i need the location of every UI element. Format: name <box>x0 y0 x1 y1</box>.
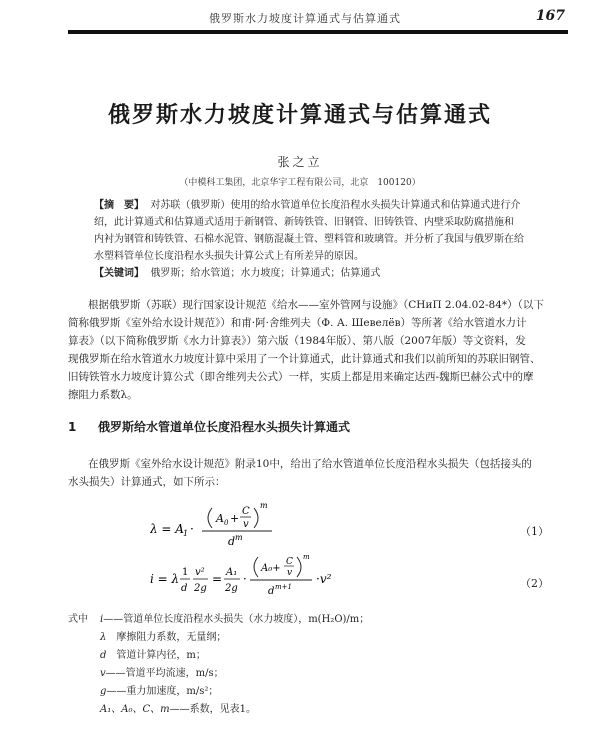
author: 张之立 <box>277 155 323 169</box>
svg-text:v: v <box>243 519 249 530</box>
running-title: 俄罗斯水力坡度计算通式与估算通式 <box>209 12 401 25</box>
symbol-definition: ——系数，见表1。 <box>169 704 256 715</box>
symbol: g <box>100 686 107 697</box>
header-rule <box>68 30 568 34</box>
svg-text:m: m <box>303 553 310 561</box>
svg-text:·: · <box>243 572 247 586</box>
abstract-label: 【摘 要】 <box>94 200 144 211</box>
intro-line-2: 简称俄罗斯《室外给水设计规范》）和甫·阿·舍维列夫（Ф. А. Шевелёв）等所著《给水管道水力计 <box>68 317 527 329</box>
svg-text:d: d <box>268 586 275 597</box>
svg-text:A: A <box>216 512 224 525</box>
symbol: A₁、A₀、C、m <box>100 704 170 715</box>
svg-text:v²: v² <box>195 567 205 578</box>
svg-text:λ = A: λ = A <box>150 522 184 536</box>
symbol-row <box>100 664 224 679</box>
svg-text:A₀+: A₀+ <box>261 563 281 574</box>
symbol-definition: 摩擦阻力系数，无量纲； <box>106 632 227 643</box>
svg-text:2g: 2g <box>225 583 238 594</box>
symbol-row <box>100 700 256 715</box>
intro-line-1: 根据俄罗斯（苏联）现行国家设计规范《给水——室外管网与设施》（СНиП 2.04.02-84*）（以下 <box>88 299 544 311</box>
symbol-definition: ——重力加速度，m/s²； <box>106 686 219 697</box>
symbol-definition: 管道计算内径，m； <box>106 650 206 661</box>
symbol-definition: ——管道平均流速，m/s； <box>105 668 224 679</box>
symbol: v <box>100 668 106 679</box>
keywords-label: 【关键词】 <box>94 268 144 279</box>
section-line-2: 水头损失）计算通式，如下所示： <box>68 476 226 488</box>
symbol-row <box>100 628 226 643</box>
equation-2-number: （2） <box>520 577 549 590</box>
abstract-text: 对苏联（俄罗斯）使用的给水管道单位长度沿程水头损失计算通式和估算通式进行介 <box>150 200 521 211</box>
equation-2 <box>150 553 380 609</box>
symbol-row <box>100 646 206 661</box>
abstract-line-1 <box>94 196 520 211</box>
section-number: 1 <box>68 420 77 434</box>
abstract-line-4: 水塑料管单位长度沿程水头损失计算公式上有所差异的原因。 <box>94 251 364 262</box>
svg-text:C: C <box>242 506 250 517</box>
svg-text:=: = <box>212 572 223 586</box>
symbol-row <box>100 682 218 697</box>
svg-text:A₁: A₁ <box>226 567 238 578</box>
svg-text:m: m <box>235 533 243 542</box>
svg-text:·: · <box>190 522 194 536</box>
keywords-line <box>94 264 380 279</box>
symbol-definition: ——管道单位长度沿程水头损失（水力坡度），m(H₂O)/m； <box>103 614 370 625</box>
equation-1-number: （1） <box>520 525 549 538</box>
svg-text:i = λ: i = λ <box>150 572 180 586</box>
article-title: 俄罗斯水力坡度计算通式与估算通式 <box>107 102 492 128</box>
intro-line-5: 旧铸铁管水力坡度计算公式（即舍维列夫公式）一样，实质上都是用来确定达西-魏斯巴赫公式中的摩 <box>68 371 534 383</box>
svg-text:·v²: ·v² <box>316 572 332 586</box>
symbol: i <box>100 614 104 625</box>
svg-text:0: 0 <box>224 519 229 527</box>
svg-text:1: 1 <box>183 529 189 538</box>
svg-text:d: d <box>181 583 188 594</box>
symbol: d <box>100 650 107 661</box>
symbol: λ <box>100 632 107 643</box>
equation-1-formula <box>150 500 350 558</box>
svg-text:+: + <box>230 512 240 525</box>
svg-text:1: 1 <box>182 567 189 578</box>
abstract-line-2: 绍，此计算通式和估算通式适用于新钢管、新铸铁管、旧钢管、旧铸铁管、内壁采取防腐措施和 <box>94 217 514 228</box>
page-number: 167 <box>535 8 565 24</box>
intro-line-4: 现俄罗斯在给水管道水力坡度计算中采用了一个计算通式，此计算通式和我们以前所知的苏联旧钢管、 <box>68 353 541 365</box>
svg-text:m+1: m+1 <box>275 583 292 591</box>
keywords: 俄罗斯；给水管道；水力坡度；计算通式；估算通式 <box>150 268 381 279</box>
intro-line-6: 擦阻力系数λ。 <box>68 389 138 401</box>
svg-text:C: C <box>286 557 293 567</box>
section-line-1: 在俄罗斯《室外给水设计规范》附录10中，给出了给水管道单位长度沿程水头损失（包括接头的 <box>88 458 532 470</box>
affiliation: （中模科工集团，北京华宇工程有限公司，北京 100120） <box>179 178 421 188</box>
intro-line-3: 算表》（以下简称俄罗斯《水力计算表》）第六版（1984年版）、第八版（2007年版）等文资料，发 <box>68 335 526 347</box>
symbol-row <box>100 610 369 625</box>
symbols-intro: 式中 <box>68 614 88 625</box>
abstract-line-3: 内衬为钢管和铸铁管、石棉水泥管、钢筋混凝土管、塑料管和玻璃管。并分析了我国与俄罗斯在给 <box>94 234 524 245</box>
equation-2-formula <box>150 553 380 605</box>
section-heading <box>68 418 350 435</box>
svg-text:d: d <box>228 535 236 548</box>
svg-text:v: v <box>287 568 293 578</box>
svg-text:2g: 2g <box>194 583 207 594</box>
section-title: 俄罗斯给水管道单位长度沿程水头损失计算通式 <box>98 420 351 434</box>
svg-text:m: m <box>260 501 268 510</box>
